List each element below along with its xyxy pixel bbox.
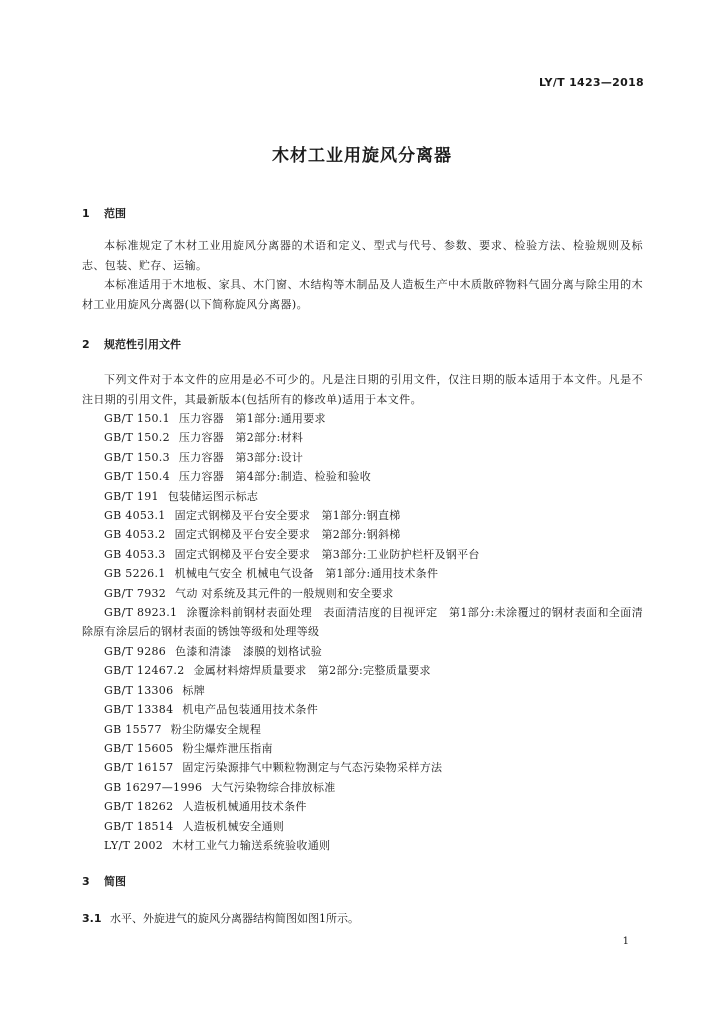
reference-item (82, 564, 643, 583)
reference-title: 木材工业气力输送系统验收通则 (172, 838, 331, 852)
reference-code: GB 4053.2 (104, 528, 166, 542)
reference-item (82, 797, 643, 816)
reference-item (82, 700, 643, 719)
section-number: 1 (82, 207, 90, 220)
scope-paragraph-1: 本标准规定了木材工业用旋风分离器的术语和定义、型式与代号、参数、要求、检验方法、检验规则及标志、包装、贮存、运输。 (82, 239, 643, 272)
section-heading-scope (82, 205, 126, 221)
reference-title: 粉尘防爆安全规程 (170, 722, 262, 736)
reference-list (82, 409, 643, 855)
clause-3-1 (82, 910, 359, 926)
reference-item (82, 817, 643, 836)
reference-title: 包装储运图示标志 (167, 489, 259, 503)
reference-code: GB/T 150.3 (104, 450, 170, 464)
reference-title: 固定式钢梯及平台安全要求 第3部分:工业防护栏杆及钢平台 (174, 547, 480, 561)
reference-code: GB/T 150.1 (104, 412, 170, 425)
reference-title: 压力容器 第1部分:通用要求 (178, 412, 326, 425)
reference-item (82, 739, 643, 758)
reference-title: 压力容器 第2部分:材料 (178, 431, 304, 445)
reference-title: 压力容器 第4部分:制造、检验和验收 (178, 470, 372, 484)
reference-title: 固定式钢梯及平台安全要求 第2部分:钢斜梯 (174, 528, 401, 542)
reference-title: 色漆和清漆 漆膜的划格试验 (175, 644, 323, 658)
reference-code: GB/T 13384 (104, 703, 174, 717)
reference-item (82, 467, 643, 486)
reference-code: GB/T 9286 (104, 644, 167, 658)
reference-title: 标牌 (182, 683, 206, 697)
reference-code: GB/T 12467.2 (104, 664, 185, 678)
reference-title: 固定式钢梯及平台安全要求 第1部分:钢直梯 (174, 509, 401, 523)
references-intro-paragraph: 下列文件对于本文件的应用是必不可少的。凡是注日期的引用文件，仅注日期的版本适用于本文件。凡是不注日期的引用文件，其最新版本(包括所有的修改单)适用于本文件。 (82, 373, 643, 406)
reference-title: 人造板机械安全通则 (182, 819, 285, 833)
reference-title: 涂覆涂料前钢材表面处理 表面清洁度的目视评定 第1部分:未涂覆过的钢材表面和全面清除原有涂层后的钢材表面的锈蚀等级和处理等级 (82, 606, 643, 639)
reference-title: 人造板机械通用技术条件 (182, 800, 307, 814)
reference-code: GB/T 191 (104, 489, 159, 503)
reference-code: GB/T 15605 (104, 741, 174, 755)
reference-item (82, 584, 643, 603)
reference-item (82, 603, 643, 642)
page-number: 1 (622, 936, 629, 947)
reference-item (82, 642, 643, 661)
reference-item (82, 525, 643, 544)
reference-code: LY/T 2002 (104, 838, 164, 852)
reference-code: GB/T 18262 (104, 800, 174, 814)
reference-code: GB 4053.3 (104, 547, 166, 561)
reference-code: GB 16297—1996 (104, 780, 203, 794)
reference-code: GB/T 16157 (104, 761, 174, 775)
reference-item (82, 778, 643, 797)
section-number: 3 (82, 875, 90, 888)
section-heading-diagram (82, 873, 126, 889)
reference-item (82, 506, 643, 525)
reference-code: GB 5226.1 (104, 567, 166, 581)
reference-code: GB/T 8923.1 (104, 606, 178, 620)
section-number: 2 (82, 338, 90, 351)
reference-title: 金属材料熔焊质量要求 第2部分:完整质量要求 (193, 664, 431, 678)
reference-item (82, 487, 643, 506)
scope-paragraph-2: 本标准适用于木地板、家具、木门窗、木结构等木制品及人造板生产中木质散碎物料气固分离与除尘用的木材工业用旋风分离器(以下简称旋风分离器)。 (82, 278, 643, 311)
reference-code: GB/T 18514 (104, 819, 174, 833)
reference-title: 机械电气安全 机械电气设备 第1部分:通用技术条件 (174, 567, 439, 581)
reference-item (82, 409, 643, 428)
reference-title: 机电产品包装通用技术条件 (182, 703, 319, 717)
reference-code: GB/T 150.4 (104, 470, 170, 484)
reference-title: 固定污染源排气中颗粒物测定与气态污染物采样方法 (182, 761, 443, 775)
standard-number: LY/T 1423—2018 (538, 76, 644, 89)
document-title: 木材工业用旋风分离器 (272, 146, 452, 166)
reference-item (82, 428, 643, 447)
reference-title: 粉尘爆炸泄压指南 (182, 741, 273, 755)
reference-code: GB/T 7932 (104, 586, 167, 600)
reference-item (82, 448, 643, 467)
reference-item (82, 720, 643, 739)
reference-title: 压力容器 第3部分:设计 (178, 450, 304, 464)
reference-code: GB 4053.1 (104, 509, 166, 523)
reference-title: 气动 对系统及其元件的一般规则和安全要求 (175, 586, 394, 600)
clause-number: 3.1 (82, 912, 102, 925)
reference-code: GB 15577 (104, 722, 162, 736)
reference-item (82, 681, 643, 700)
reference-title: 大气污染物综合排放标准 (211, 780, 336, 794)
section-title: 范围 (104, 207, 126, 220)
clause-text: 水平、外旋进气的旋风分离器结构简图如图1所示。 (110, 912, 359, 925)
reference-item (82, 661, 643, 680)
reference-code: GB/T 13306 (104, 683, 174, 697)
section-title: 简图 (104, 875, 126, 888)
section-title: 规范性引用文件 (104, 338, 181, 351)
reference-item (82, 758, 643, 777)
section-heading-normative-references (82, 336, 181, 352)
reference-item (82, 836, 643, 855)
reference-item (82, 545, 643, 564)
reference-code: GB/T 150.2 (104, 431, 170, 445)
